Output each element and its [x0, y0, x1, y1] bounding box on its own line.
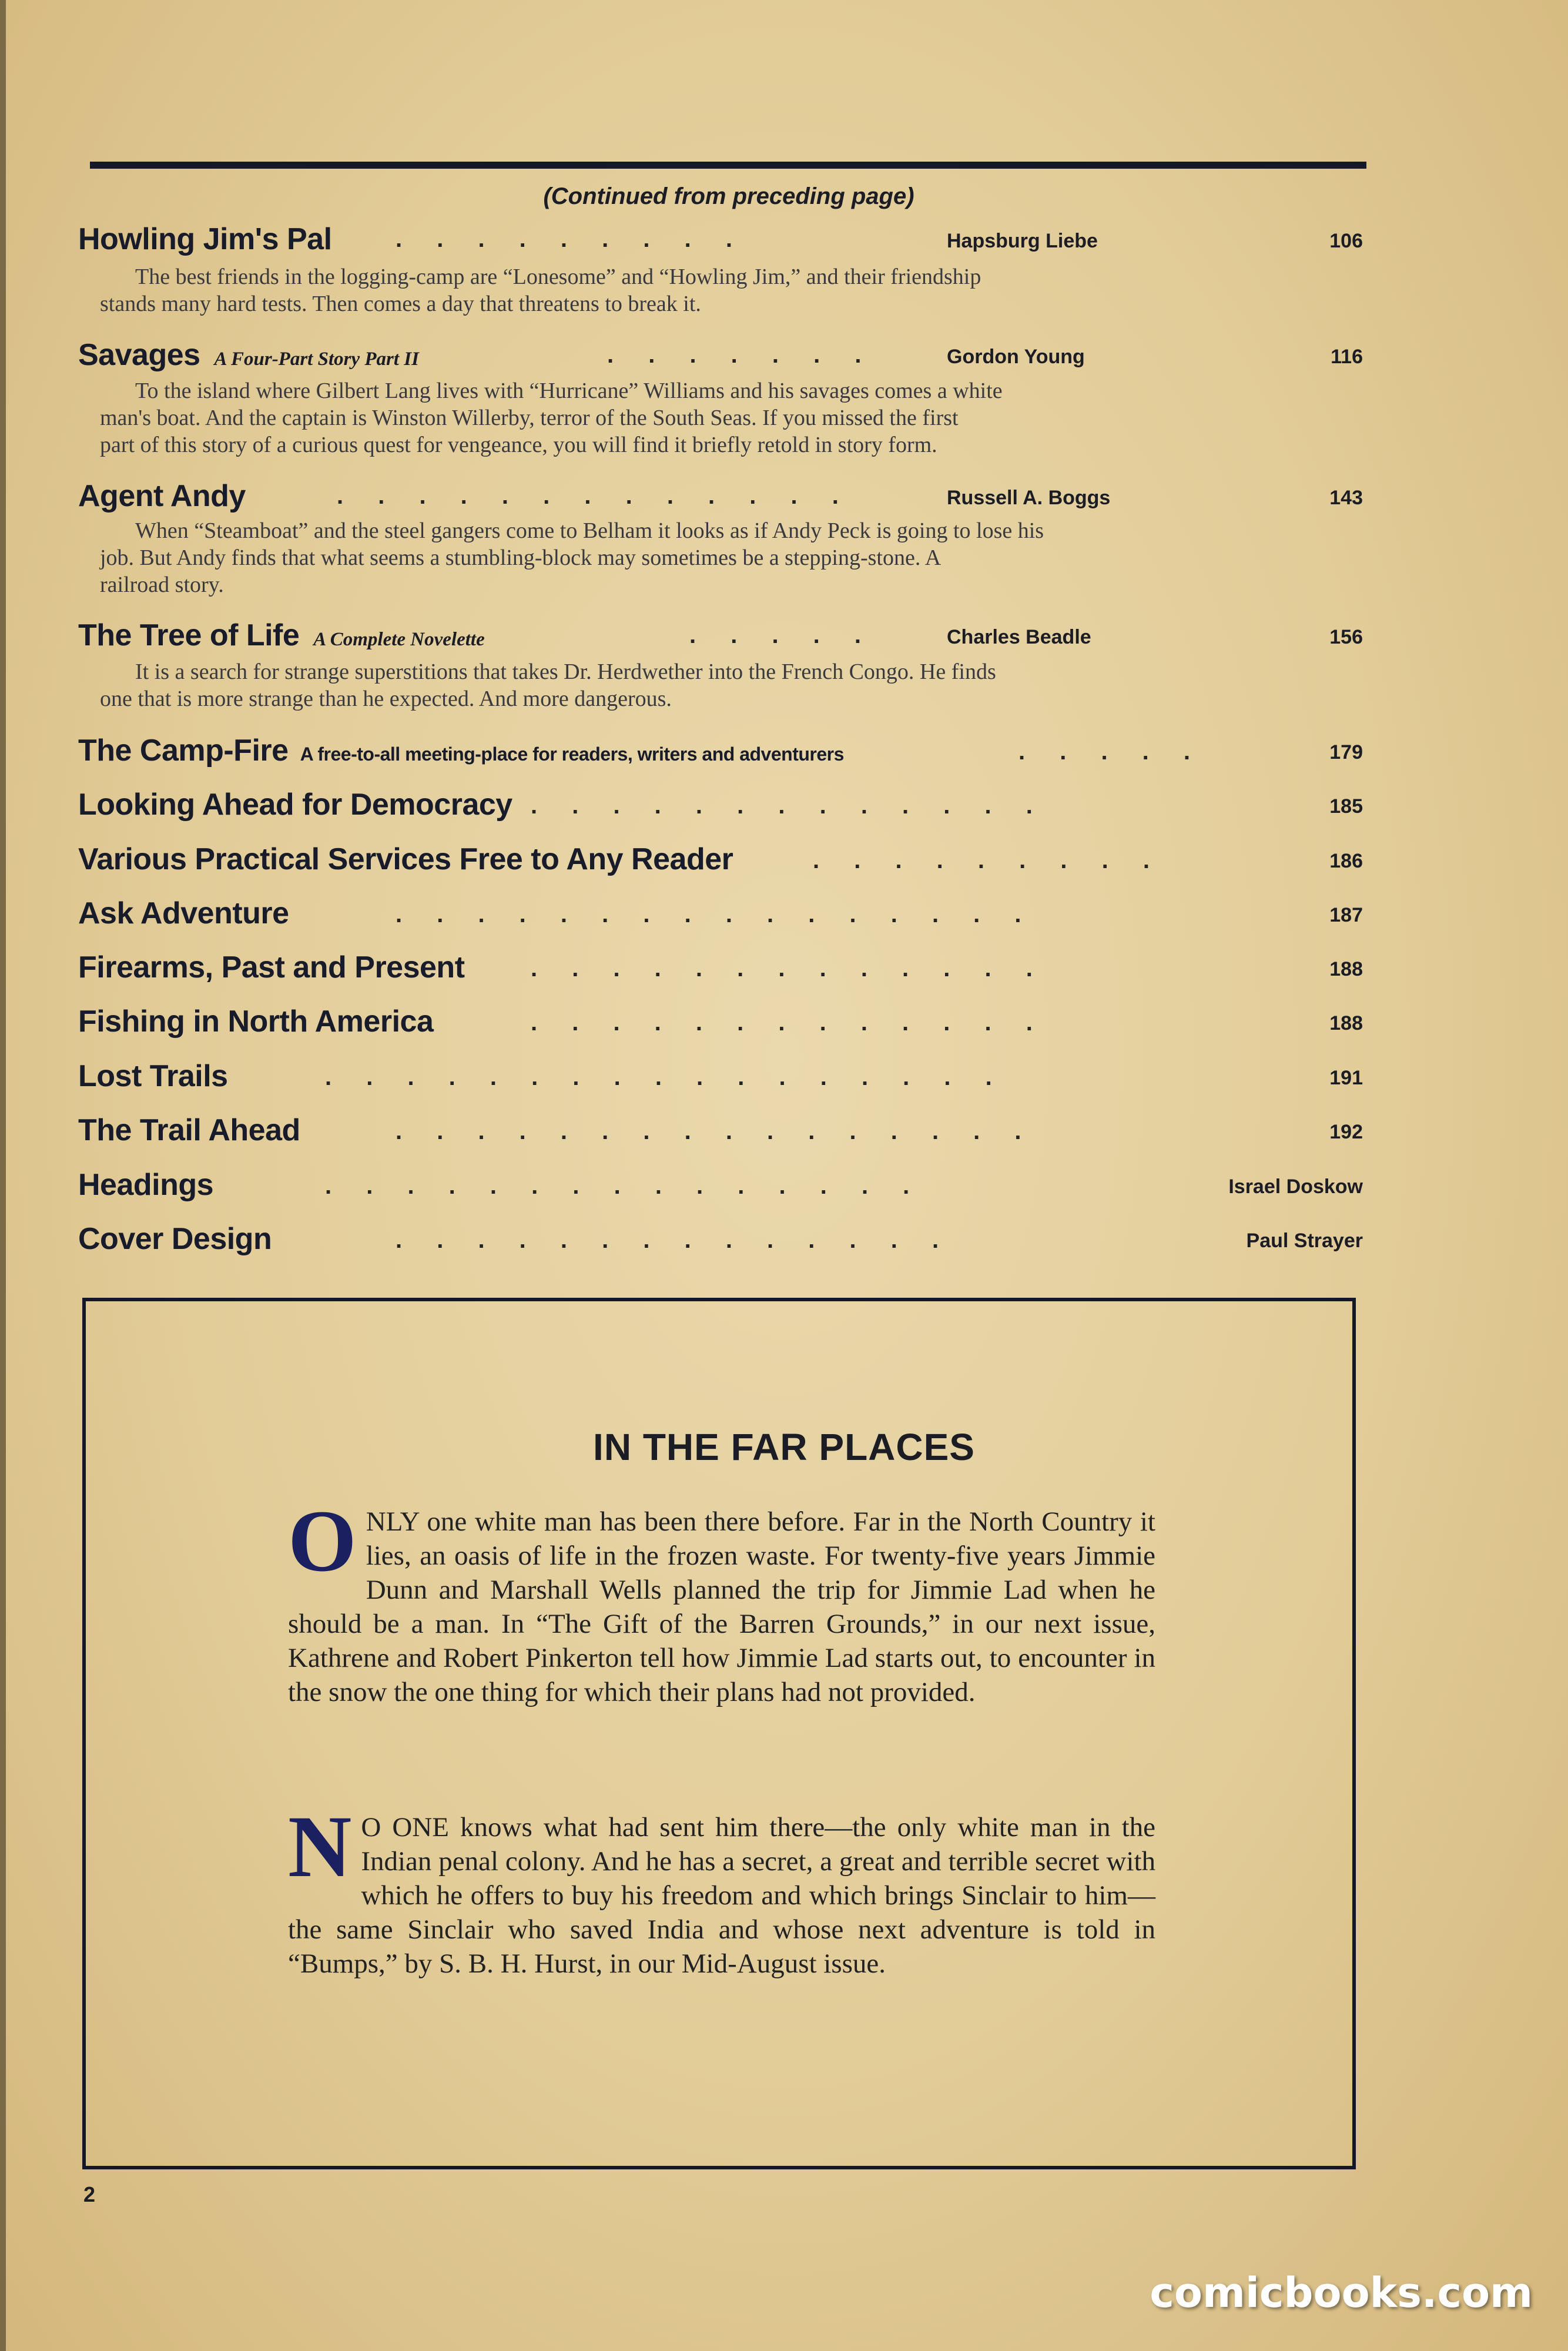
toc-entry-ask-adventure	[78, 896, 1363, 933]
entry-title: Agent Andy	[78, 479, 246, 513]
leader-dots: . . . . . . . . . . . . .	[337, 483, 853, 509]
entry-page: 156	[1329, 626, 1363, 648]
entry-page: 192	[1329, 1121, 1363, 1143]
entry-author: Russell A. Boggs	[947, 487, 1111, 509]
desc-line: part of this story of a curious quest for vengeance, you will find it briefly retold in story form.	[100, 433, 937, 457]
entry-title: Fishing in North America	[78, 1004, 434, 1039]
entry-title: Lost Trails	[78, 1059, 228, 1093]
leader-dots: . . . . . . . . . . . . .	[531, 1010, 1047, 1036]
toc-entry-headings	[78, 1167, 1363, 1205]
toc-entry-lost-trails	[78, 1059, 1363, 1096]
drop-cap: O	[288, 1492, 357, 1590]
entry-page: 186	[1329, 850, 1363, 872]
entry-description	[100, 263, 1363, 317]
toc-entry-practical-services	[78, 842, 1363, 879]
entry-page: 187	[1329, 904, 1363, 926]
entry-title: Looking Ahead for Democracy	[78, 788, 512, 822]
leader-dots: . . . . . . . . . . . . . . .	[325, 1173, 924, 1199]
feature-title: IN THE FAR PLACES	[593, 1426, 975, 1468]
page-edge	[0, 0, 6, 2351]
leader-dots: . . . . . . . . .	[813, 848, 1164, 873]
entry-title	[78, 733, 844, 768]
entry-author: Hapsburg Liebe	[947, 230, 1098, 252]
entry-author: Gordon Young	[947, 346, 1085, 368]
entry-description	[100, 658, 1363, 712]
toc-entry-camp-fire	[78, 733, 1363, 771]
entry-page: 106	[1329, 230, 1363, 252]
entry-page: 116	[1331, 346, 1363, 368]
drop-cap: N	[288, 1798, 352, 1895]
desc-line: railroad story.	[100, 572, 224, 597]
entry-subtitle: A Four-Part Story Part II	[214, 349, 419, 370]
leader-dots: . . . . . . . . . . . . . . . .	[396, 1118, 1036, 1144]
feature-paragraph-2	[288, 1798, 1155, 1981]
entry-page: 188	[1329, 1012, 1363, 1034]
desc-line: The best friends in the logging-camp are “Lonesome” and “Howling Jim,” and their friendship	[135, 264, 981, 289]
entry-title: Howling Jim's Pal	[78, 222, 332, 256]
entry-title: Firearms, Past and Present	[78, 950, 465, 984]
entry-page: 185	[1329, 795, 1363, 818]
desc-line: When “Steamboat” and the steel gangers come to Belham it looks as if Andy Peck is going to lose his	[135, 518, 1044, 543]
entry-page: 191	[1329, 1067, 1363, 1089]
leader-dots: . . . . . . . . . . . . . . . . .	[325, 1064, 1006, 1090]
toc-entry-firearms	[78, 950, 1363, 987]
entry-title: The Tree of Life	[78, 618, 300, 652]
toc-entry-trail-ahead	[78, 1113, 1363, 1150]
entry-subtitle: A Complete Novelette	[313, 629, 485, 650]
leader-dots: . . . . . . . . . . . . .	[531, 956, 1047, 982]
toc-entry-tree-of-life	[78, 618, 1363, 655]
desc-line: It is a search for strange superstitions that takes Dr. Herdwether into the French Congo. He finds	[135, 659, 996, 684]
leader-dots: . . . . .	[689, 622, 876, 648]
entry-title: Various Practical Services Free to Any Reader	[78, 842, 733, 876]
entry-title: Headings	[78, 1168, 214, 1202]
entry-title: Cover Design	[78, 1222, 272, 1256]
entry-title: The Trail Ahead	[78, 1113, 300, 1147]
entry-subtitle: A free-to-all meeting-place for readers, writers and adventurers	[300, 744, 844, 765]
entry-author: Charles Beadle	[947, 626, 1091, 648]
paragraph-text: O ONE knows what had sent him there—the only white man in the Indian penal colony. And he has a secret, a great and terrible secret with which he offers to buy his freedom and which brings Sinclair to him—the same Sinclair who saved India and whose next adventure is told in “Bumps,” by S. B. H. Hurst, in our Mid-August issue.	[288, 1812, 1155, 1979]
leader-dots: . . . . . . . . . . . . . . . .	[396, 902, 1036, 927]
entry-author: Paul Strayer	[1246, 1230, 1363, 1252]
entry-title-text: The Camp-Fire	[78, 734, 289, 768]
entry-description	[100, 377, 1363, 458]
leader-dots: . . . . .	[1018, 739, 1205, 765]
entry-page: 179	[1329, 741, 1363, 763]
entry-title: Savages	[78, 338, 200, 372]
entry-title: Ask Adventure	[78, 896, 289, 930]
toc-entry-looking-ahead	[78, 787, 1363, 825]
leader-dots: . . . . . . . . .	[396, 226, 746, 252]
desc-line: stands many hard tests. Then comes a day that threatens to break it.	[100, 292, 701, 316]
watermark: comicbooks.com	[1150, 2269, 1533, 2317]
continued-note: (Continued from preceding page)	[543, 183, 914, 209]
entry-page: 143	[1329, 487, 1363, 509]
leader-dots: . . . . . . . . . . . . . .	[396, 1227, 953, 1253]
toc-entry-howling-jims-pal	[78, 222, 1363, 259]
desc-line: job. But Andy finds that what seems a stumbling-block may sometimes be a stepping-stone. A	[100, 545, 942, 570]
desc-line: man's boat. And the captain is Winston Willerby, terror of the South Seas. If you missed the first	[100, 406, 959, 430]
desc-line: one that is more strange than he expected. And more dangerous.	[100, 686, 672, 711]
leader-dots: . . . . . . .	[607, 342, 876, 368]
toc-entry-fishing	[78, 1004, 1363, 1041]
feature-paragraph-1	[288, 1492, 1155, 1709]
desc-line: To the island where Gilbert Lang lives with “Hurricane” Williams and his savages comes a white	[135, 379, 1003, 403]
toc-entry-savages	[78, 337, 1363, 375]
page-number: 2	[83, 2182, 96, 2206]
toc-entry-cover-design	[78, 1221, 1363, 1259]
entry-description	[100, 517, 1363, 598]
paragraph-text: NLY one white man has been there before. Far in the North Country it lies, an oasis of life in the frozen waste. For twenty-five years Jimmie Dunn and Marshall Wells planned the trip for Jimmie Lad when he should be a man. In “The Gift of the Barren Grounds,” in our next issue, Kathrene and Robert Pinkerton tell how Jimmie Lad starts out, to encounter in the snow the one thing for which their plans had not provided.	[288, 1506, 1155, 1707]
entry-author: Israel Doskow	[1228, 1176, 1363, 1198]
leader-dots: . . . . . . . . . . . . .	[531, 793, 1047, 819]
toc-entry-agent-andy	[78, 478, 1363, 516]
top-rule	[90, 162, 1366, 169]
entry-page: 188	[1329, 958, 1363, 980]
